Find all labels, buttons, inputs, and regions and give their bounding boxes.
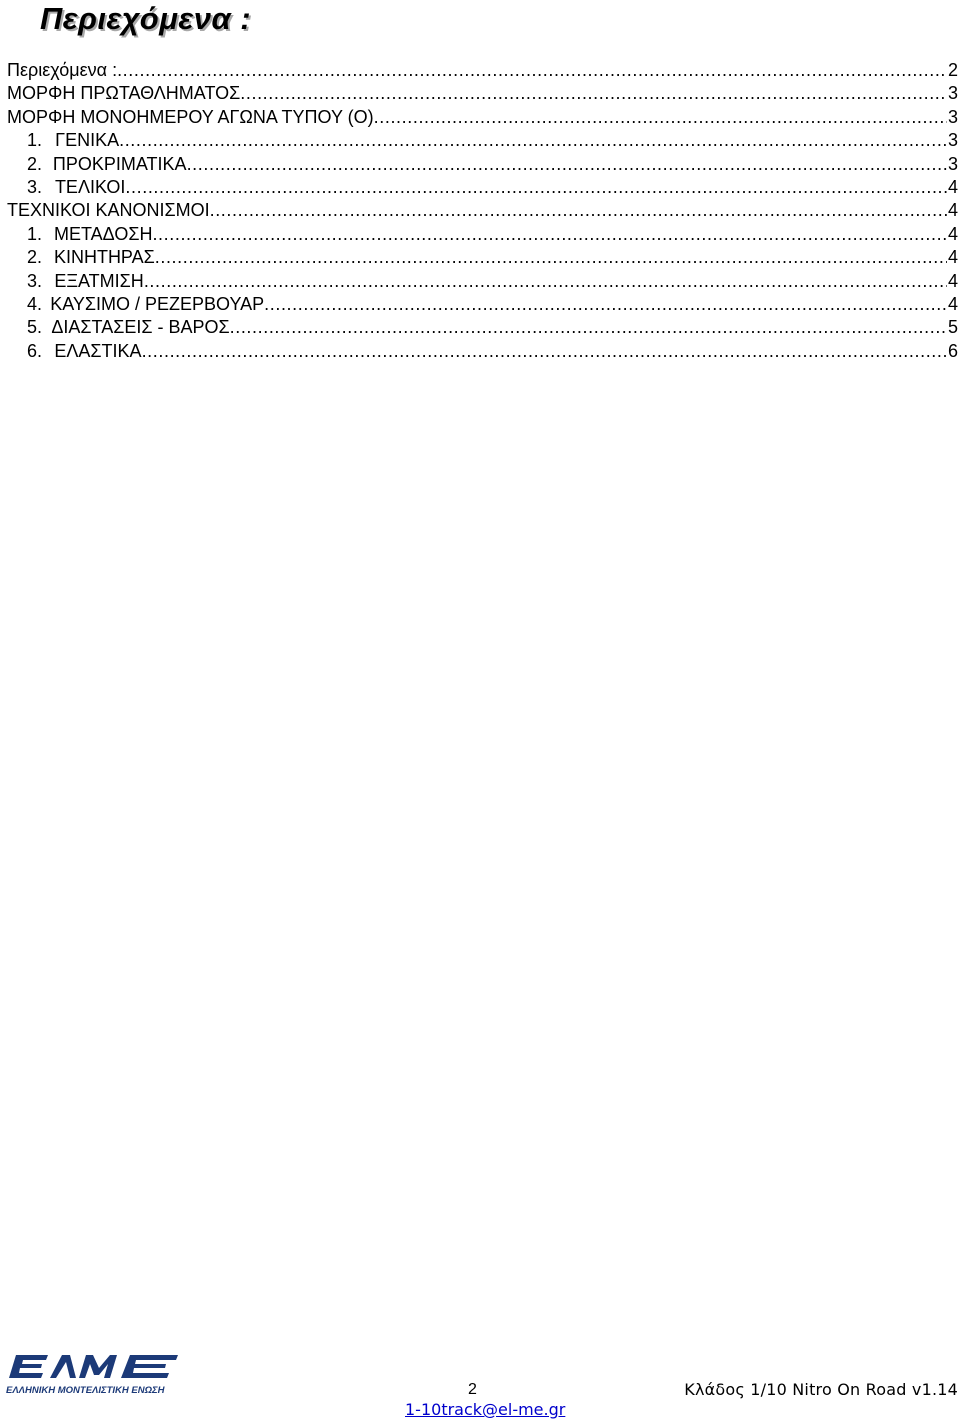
elme-logo-graphic: [4, 1353, 180, 1397]
toc-entry-number: 1.: [27, 223, 43, 244]
toc-entry-number: 2.: [27, 153, 43, 174]
page-title: Περιεχόμενα :: [40, 1, 252, 36]
toc-entry-label: ΜΕΤΑΔΟΣΗ: [54, 223, 153, 244]
toc-entry[interactable]: [7, 223, 958, 246]
toc-entry-number: 5.: [27, 317, 43, 338]
toc-entry-number: 3.: [27, 176, 43, 197]
toc-dot-leader: [264, 293, 947, 316]
toc-entry-number: 3.: [27, 270, 43, 291]
toc-entry-page: 4: [947, 293, 958, 314]
footer-page-number: 2: [468, 1381, 477, 1398]
toc-dot-leader: [187, 153, 947, 176]
toc-dot-leader: [240, 82, 947, 105]
toc-entry[interactable]: [7, 59, 958, 82]
table-of-contents: [7, 59, 958, 363]
toc-entry-label: ΚΙΝΗΤΗΡΑΣ: [53, 247, 155, 268]
toc-entry-page: 3: [947, 130, 958, 151]
toc-dot-leader: [374, 106, 947, 129]
toc-entry-label: ΚΑΥΣΙΜΟ / ΡΕΖΕΡΒΟΥΑΡ: [50, 293, 265, 314]
toc-entry-label: ΜΟΡΦΗ ΠΡΩΤΑΘΛΗΜΑΤΟΣ: [7, 83, 241, 104]
toc-entry-label: ΕΞΑΤΜΙΣΗ: [54, 270, 144, 291]
toc-entry-page: 6: [947, 340, 958, 361]
toc-entry-page: 4: [947, 270, 958, 291]
toc-dot-leader: [152, 223, 947, 246]
toc-entry-page: 4: [947, 223, 958, 244]
toc-entry-page: 4: [947, 200, 958, 221]
toc-dot-leader: [144, 270, 947, 293]
toc-entry-number: 1.: [27, 130, 43, 151]
toc-entry-page: 3: [947, 106, 958, 127]
toc-entry-label: Περιεχόμενα :: [7, 60, 118, 80]
toc-entry-page: 5: [947, 317, 958, 338]
toc-entry-label: ΕΛΑΣΤΙΚΑ: [54, 340, 142, 361]
toc-entry[interactable]: [7, 153, 958, 176]
footer-document-title: Κλάδος 1/10 Nitro On Road v1.14: [684, 1380, 958, 1399]
toc-entry-label: ΓΕΝΙΚΑ: [55, 130, 120, 151]
toc-dot-leader: [125, 176, 947, 199]
toc-dot-leader: [210, 199, 947, 222]
toc-entry[interactable]: [7, 82, 958, 105]
toc-entry[interactable]: [7, 199, 958, 222]
toc-dot-leader: [119, 129, 947, 152]
toc-entry-label: ΤΕΧΝΙΚΟΙ ΚΑΝΟΝΙΣΜΟΙ: [7, 200, 210, 221]
toc-entry-number: 4.: [27, 293, 43, 314]
toc-entry-label: ΤΕΛΙΚΟΙ: [54, 176, 126, 197]
toc-entry-page: 3: [947, 153, 958, 174]
toc-entry-page: 2: [947, 60, 958, 80]
toc-entry[interactable]: [7, 270, 958, 293]
toc-entry-page: 4: [947, 176, 958, 197]
toc-entry-label: ΜΟΡΦΗ ΜΟΝΟΗΜΕΡΟΥ ΑΓΩΝΑ ΤΥΠΟΥ (Ο): [7, 106, 374, 127]
toc-dot-leader: [117, 59, 947, 82]
toc-dot-leader: [142, 340, 947, 363]
toc-dot-leader: [155, 246, 947, 269]
toc-entry[interactable]: [7, 106, 958, 129]
toc-entry-label: ΔΙΑΣΤΑΣΕΙΣ - ΒΑΡΟΣ: [51, 317, 230, 338]
footer-email-link[interactable]: 1-10track@el-me.gr: [405, 1400, 566, 1419]
toc-entry-number: 6.: [27, 340, 43, 361]
toc-entry-page: 4: [947, 247, 958, 268]
toc-entry-page: 3: [947, 83, 958, 104]
elme-logo: [4, 1353, 180, 1397]
toc-entry-number: 2.: [27, 247, 43, 268]
toc-entry[interactable]: [7, 340, 958, 363]
logo-subtitle: ΕΛΛΗΝΙΚΗ ΜΟΝΤΕΛΙΣΤΙΚΗ ΕΝΩΣΗ: [6, 1385, 165, 1396]
toc-entry[interactable]: [7, 246, 958, 269]
toc-entry[interactable]: [7, 176, 958, 199]
toc-entry[interactable]: [7, 293, 958, 316]
toc-dot-leader: [230, 316, 947, 339]
toc-entry[interactable]: [7, 316, 958, 339]
toc-entry-label: ΠΡΟΚΡΙΜΑΤΙΚΑ: [52, 153, 187, 174]
toc-entry[interactable]: [7, 129, 958, 152]
